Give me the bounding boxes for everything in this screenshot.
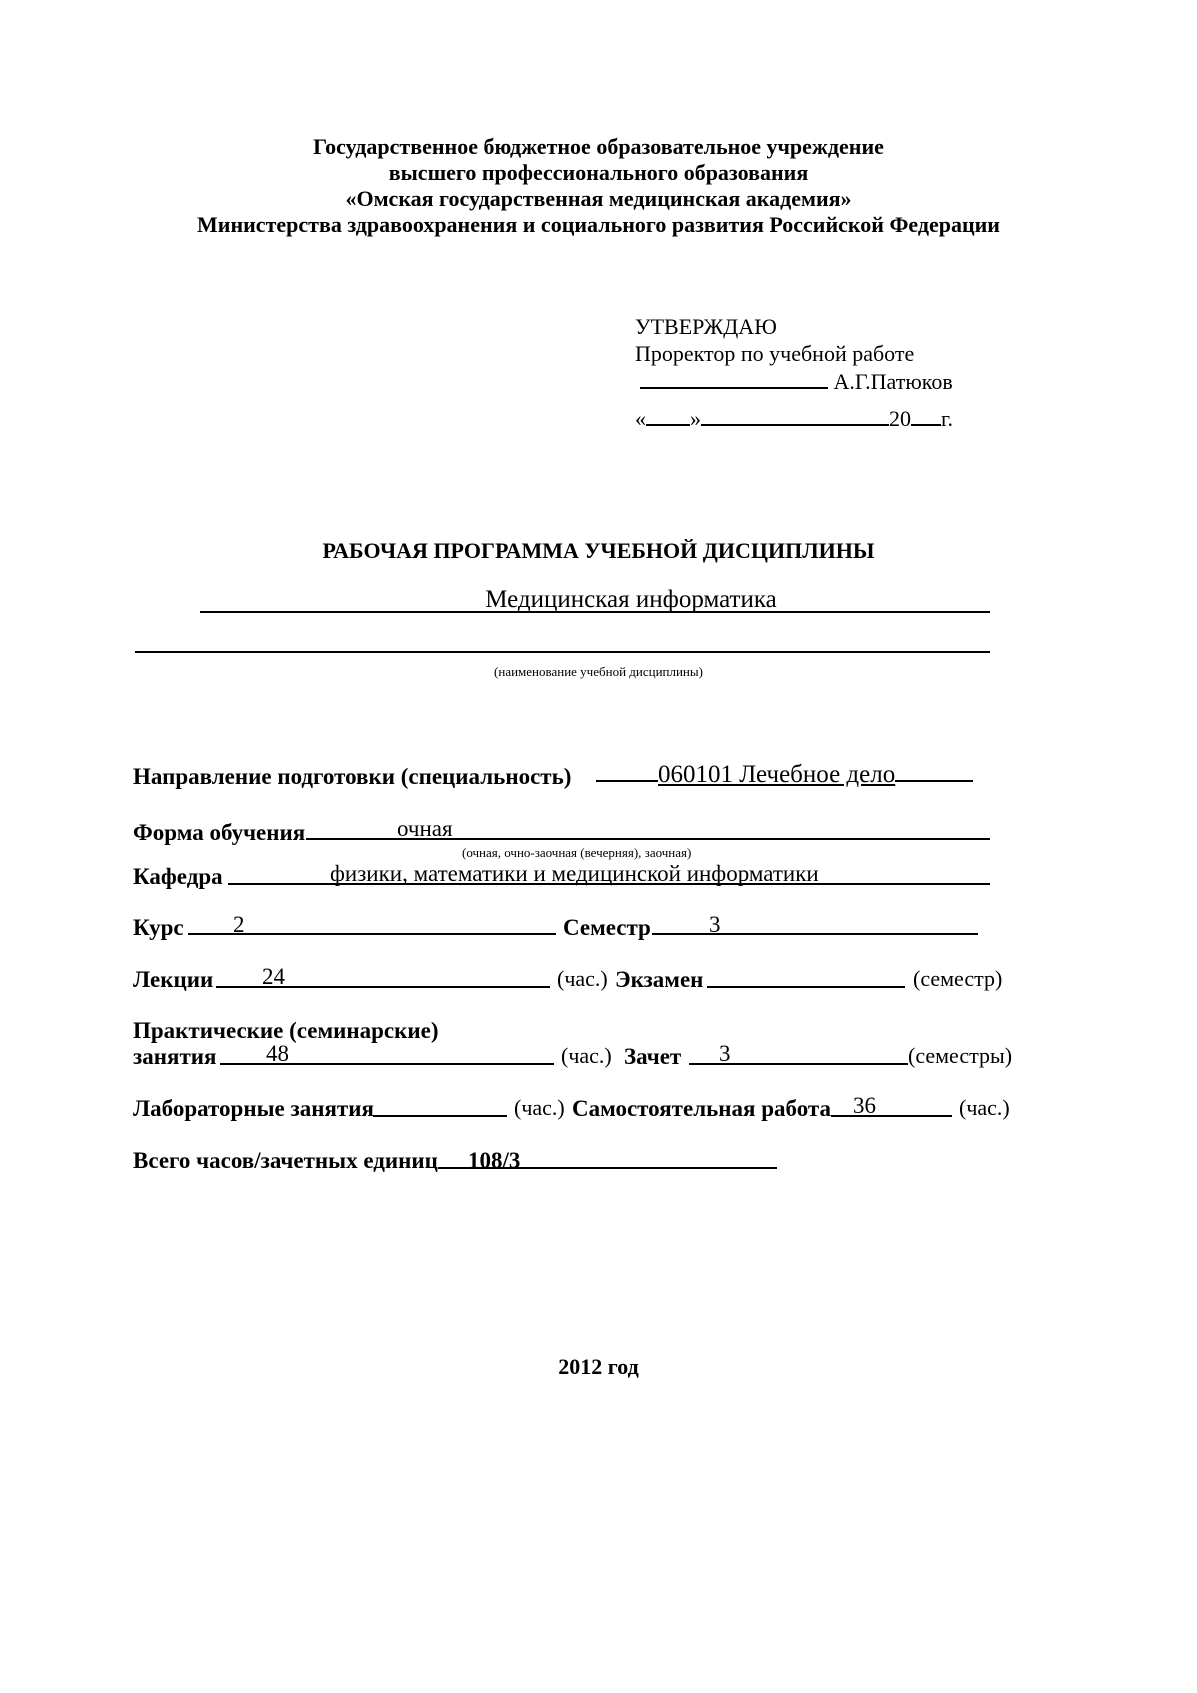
discipline-name: Медицинская информатика xyxy=(485,586,777,613)
year-prefix: 20 xyxy=(889,406,911,431)
date-close-quote: » xyxy=(690,406,701,431)
lectures-value: 24 xyxy=(262,964,285,989)
approver-name: А.Г.Патюков xyxy=(833,369,953,394)
lectures-label: Лекции xyxy=(133,967,214,992)
credit-value: 3 xyxy=(719,1041,731,1066)
practical-label-2: занятия xyxy=(133,1044,217,1069)
exam-label: Экзамен xyxy=(615,967,704,992)
practical-unit: (час.) xyxy=(561,1043,612,1068)
day-blank xyxy=(646,404,690,426)
selfwork-value: 36 xyxy=(853,1093,876,1118)
form-label: Форма обучения xyxy=(133,820,306,845)
credit-unit: (семестры) xyxy=(908,1043,1013,1068)
selfwork-label: Самостоятельная работа xyxy=(572,1096,831,1121)
semester-label: Семестр xyxy=(563,915,651,940)
document-year: 2012 год xyxy=(558,1354,639,1379)
course-value: 2 xyxy=(233,912,245,937)
lectures-unit: (час.) xyxy=(557,966,608,991)
direction-field xyxy=(596,760,973,789)
semester-value: 3 xyxy=(709,912,721,937)
direction-value: 060101 Лечебное дело xyxy=(658,761,896,788)
institution-line-3: «Омская государственная медицинская академия» xyxy=(345,186,852,211)
lab-underline xyxy=(373,1115,507,1117)
total-label: Всего часов/зачетных единиц xyxy=(133,1148,438,1173)
institution-line-1: Государственное бюджетное образовательное учреждение xyxy=(313,134,884,159)
selfwork-unit: (час.) xyxy=(959,1095,1010,1120)
semester-underline xyxy=(652,933,978,935)
year-blank xyxy=(911,404,941,426)
form-value: очная xyxy=(397,816,453,841)
direction-blank-before xyxy=(596,760,658,782)
exam-unit: (семестр) xyxy=(913,966,1003,991)
approval-position: Проректор по учебной работе xyxy=(635,341,915,366)
selfwork-underline xyxy=(831,1115,952,1117)
department-label: Кафедра xyxy=(133,864,223,889)
credit-label: Зачет xyxy=(624,1044,682,1069)
year-suffix: г. xyxy=(941,406,954,431)
discipline-caption: (наименование учебной дисциплины) xyxy=(494,664,703,679)
exam-underline xyxy=(707,986,905,988)
approval-signature-line xyxy=(640,367,953,395)
lab-unit: (час.) xyxy=(514,1095,565,1120)
direction-blank-after xyxy=(895,760,973,782)
discipline-underline xyxy=(200,611,990,613)
form-caption: (очная, очно-заочная (вечерняя), заочная) xyxy=(462,845,692,860)
discipline-second-line xyxy=(135,651,990,653)
approval-date xyxy=(635,404,953,432)
signature-blank xyxy=(640,367,828,389)
institution-line-4: Министерства здравоохранения и социального развития Российской Федерации xyxy=(197,212,1000,237)
date-open-quote: « xyxy=(635,406,646,431)
lab-label: Лабораторные занятия xyxy=(133,1096,374,1121)
month-blank xyxy=(701,404,889,426)
institution-line-2: высшего профессионального образования xyxy=(388,160,809,185)
program-heading: РАБОЧАЯ ПРОГРАММА УЧЕБНОЙ ДИСЦИПЛИНЫ xyxy=(322,538,875,563)
practical-value: 48 xyxy=(266,1041,289,1066)
course-label: Курс xyxy=(133,915,184,940)
total-value: 108/3 xyxy=(468,1148,521,1173)
course-row xyxy=(133,915,184,941)
department-value: физики, математики и медицинской информатики xyxy=(330,861,819,886)
direction-label: Направление подготовки (специальность) xyxy=(133,764,572,789)
approval-title: УТВЕРЖДАЮ xyxy=(635,314,777,339)
practical-label-1: Практические (семинарские) xyxy=(133,1018,439,1043)
